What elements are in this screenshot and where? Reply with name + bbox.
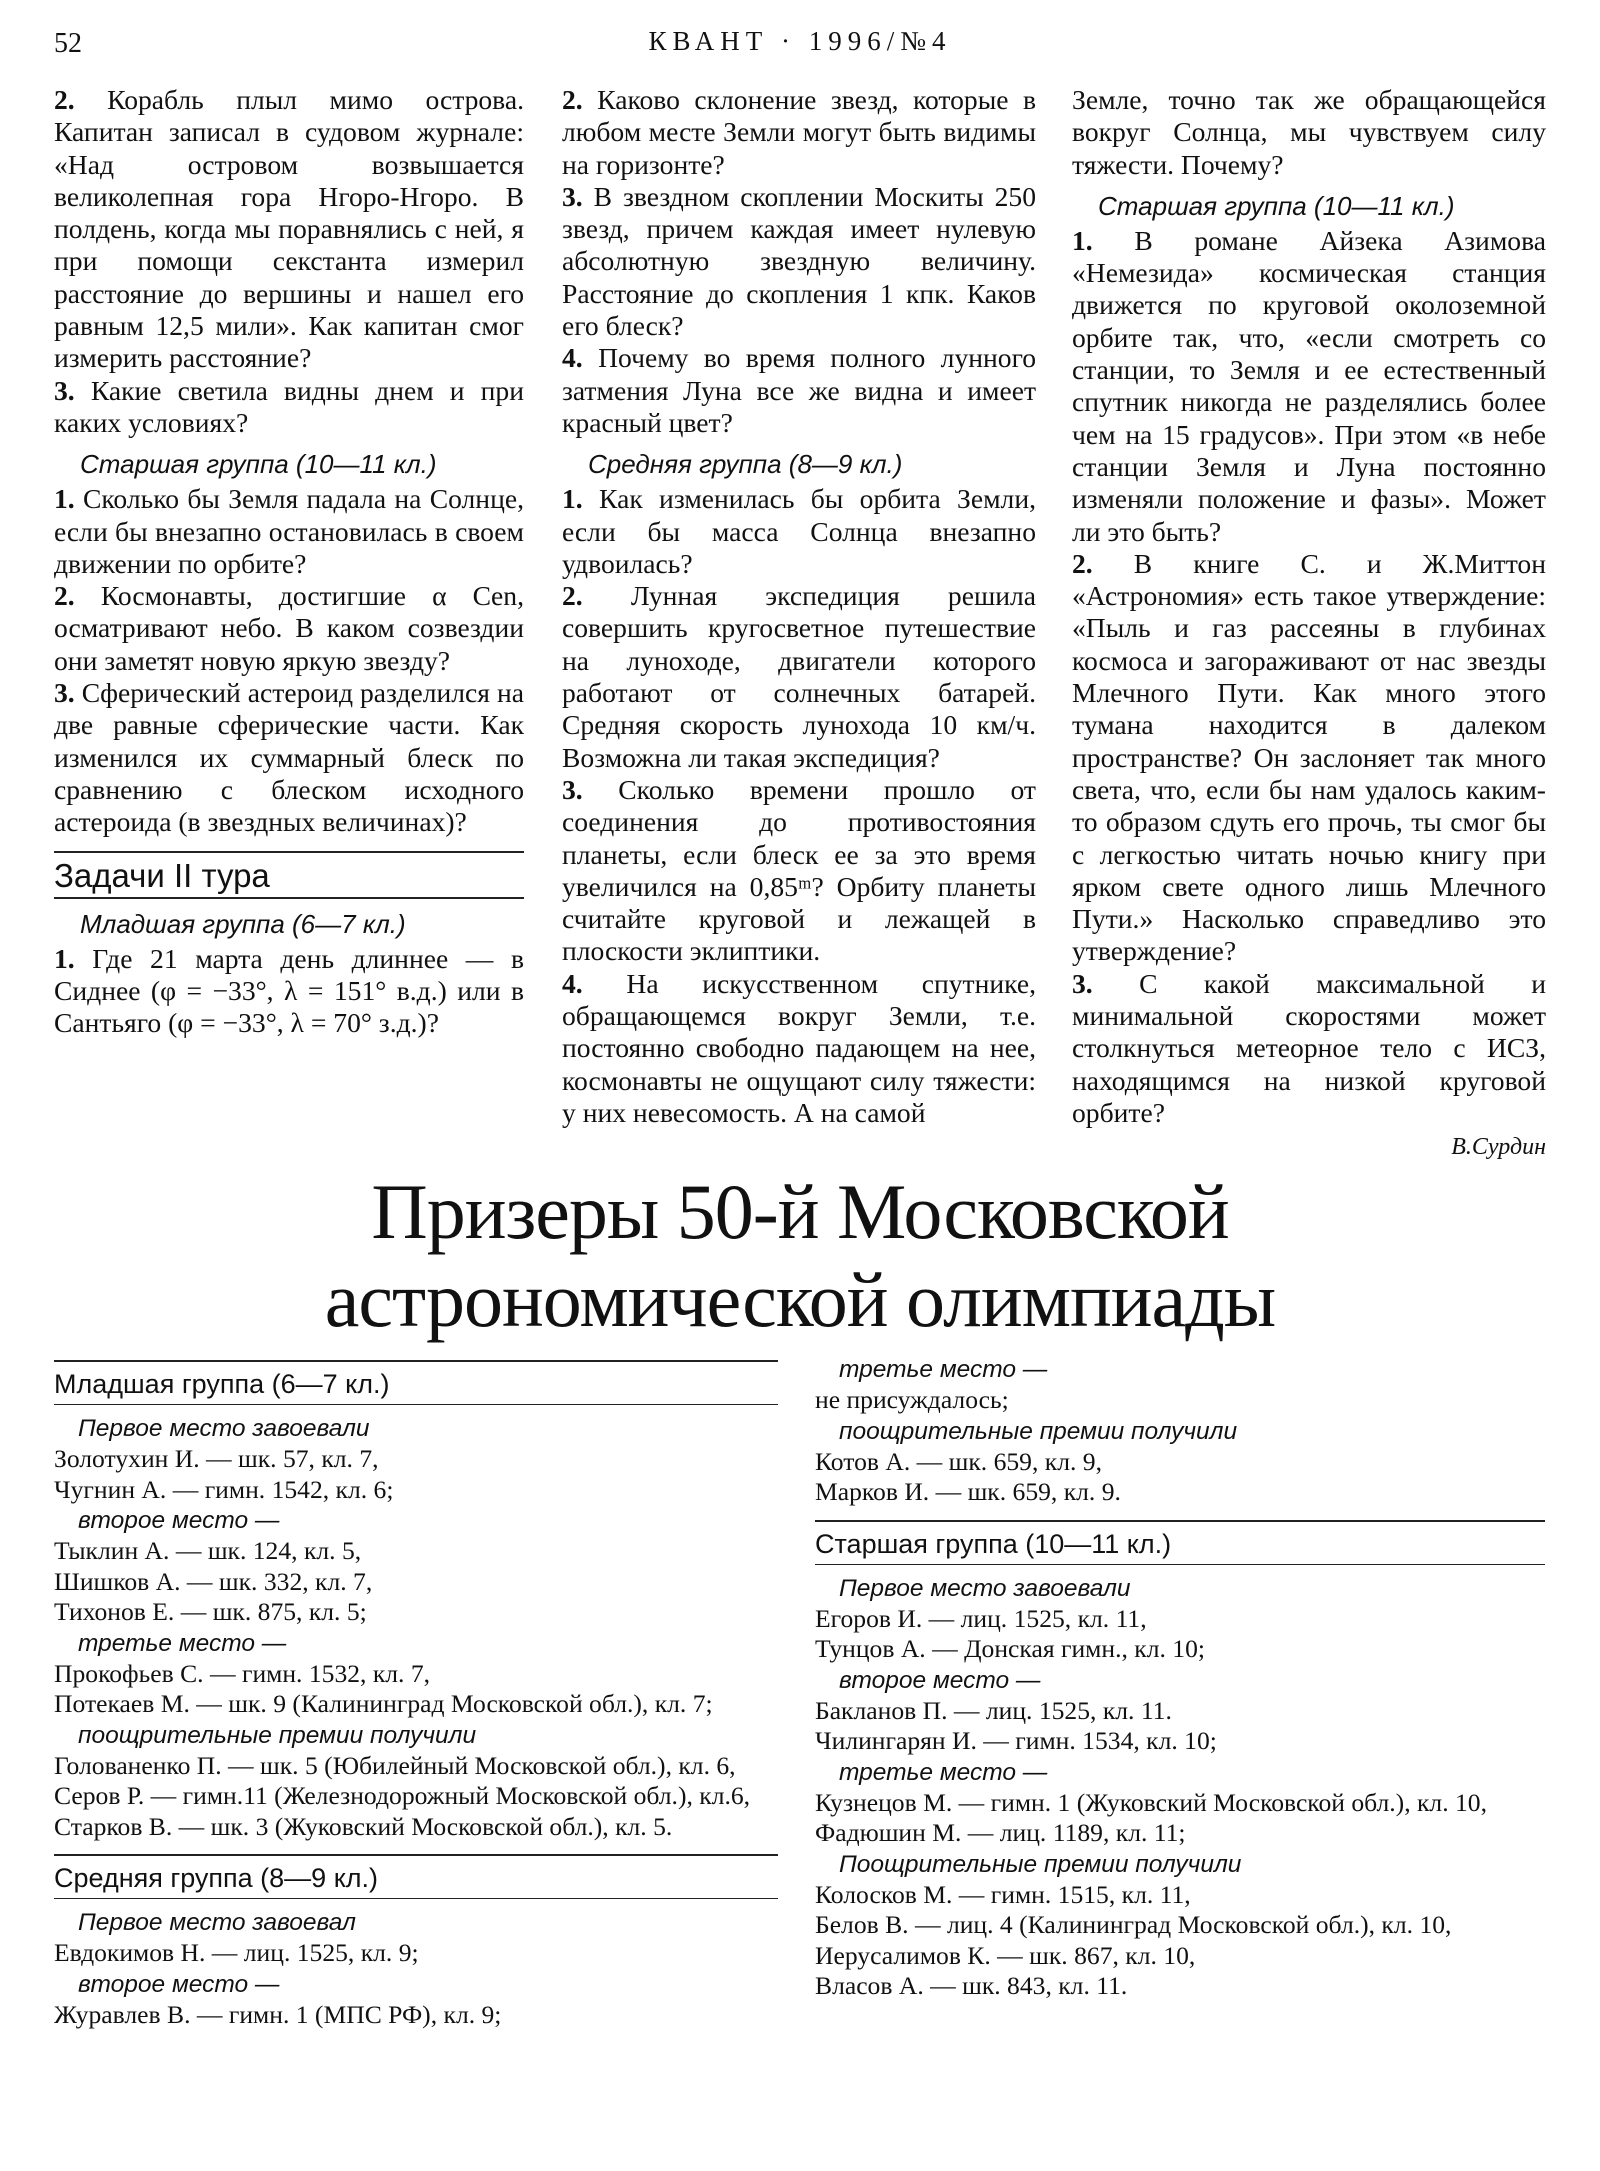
group-subheading: Средняя группа (8—9 кл.) <box>588 449 903 480</box>
place-label: третье место — <box>78 1629 287 1657</box>
place-label: поощрительные премии получили <box>78 1721 477 1749</box>
winner-entry: Тыклин А. — шк. 124, кл. 5, <box>54 1536 362 1565</box>
winner-entry: Иерусалимов К. — шк. 867, кл. 10, <box>815 1940 1196 1970</box>
place-label: третье место — <box>839 1758 1048 1786</box>
problem-paragraph: 2. В книге С. и Ж.Миттон «Астрономия» есть такое утверждение: «Пыль и газ рассеяны в глубинах космоса и загораживают от нас звезды Млечного Пути. Как много этого тумана находится в далеком пространстве? Он заслоняет так много света, что, если бы нам удалось каким-то образом сдуть его прочь, ты смог бы с легкостью читать ночью книгу при ярком свете одного лишь Млечного Пути.» Насколько справедливо это утверждение? <box>1072 547 1546 967</box>
winner-entry: Тунцов А. — Донская гимн., кл. 10; <box>815 1634 1205 1663</box>
problem-paragraph: 2. Каково склонение звезд, которые в любом месте Земли могут быть видимы на горизонте? <box>562 84 1036 180</box>
winner-entry: Журавлев В. — гимн. 1 (МПС РФ), кл. 9; <box>54 1999 502 2029</box>
problem-paragraph: 1. Как изменилась бы орбита Земли, если бы масса Солнца внезапно удвоилась? <box>562 483 1036 579</box>
winner-entry: Евдокимов Н. — лиц. 1525, кл. 9; <box>54 1938 419 1967</box>
problem-paragraph: 4. Почему во время полного лунного затмения Луна все же видна и имеет красный цвет? <box>562 342 1036 438</box>
winner-entry: Тихонов Е. — шк. 875, кл. 5; <box>54 1597 367 1626</box>
winner-entry: Егоров И. — лиц. 1525, кл. 11, <box>815 1603 1147 1633</box>
winner-entry: Котов А. — шк. 659, кл. 9, <box>815 1446 1102 1476</box>
group-subheading: Старшая группа (10—11 кл.) <box>1098 190 1455 221</box>
winner-entry: Белов В. — лиц. 4 (Калининград Московской обл.), кл. 10, <box>815 1910 1452 1939</box>
winner-entry: Старков В. — шк. 3 (Жуковский Московской обл.), кл. 5. <box>54 1811 673 1841</box>
winner-entry: Золотухин И. — шк. 57, кл. 7, <box>54 1444 379 1473</box>
section-heading: Задачи II тура <box>54 851 524 899</box>
place-label: Первое место завоевал <box>78 1909 356 1936</box>
winner-entry: Шишков А. — шк. 332, кл. 7, <box>54 1566 373 1596</box>
place-label: поощрительные премии получили <box>839 1417 1238 1445</box>
article-title <box>0 1168 1600 1344</box>
problem-paragraph: Земле, точно так же обращающейся вокруг Солнца, мы чувствуем силу тяжести. Почему? <box>1072 84 1546 180</box>
problem-paragraph: 4. На искусственном спутнике, обращающемся вокруг Земли, т.е. постоянно свободно падающем на нее, космонавты не ощущают силу тяжести: у них невесомость. А на самой <box>562 967 1036 1128</box>
problem-paragraph: 1. Сколько бы Земля падала на Солнце, если бы внезапно остановилась в своем движении по орбите? <box>54 483 524 579</box>
winner-entry: Бакланов П. — лиц. 1525, кл. 11. <box>815 1695 1172 1725</box>
problem-paragraph: 2. Космонавты, достигшие α Cen, осматривают небо. В каком созвездии они заметят новую яркую звезду? <box>54 580 524 676</box>
winner-entry: Чугнин А. — гимн. 1542, кл. 6; <box>54 1474 394 1504</box>
winners-left-column <box>54 1360 778 2030</box>
place-label: второе место — <box>78 1507 280 1534</box>
group-subheading: Младшая группа (6—7 кл.) <box>80 908 406 939</box>
place-label: второе место — <box>839 1666 1041 1694</box>
place-label: третье место — <box>839 1356 1048 1383</box>
title-line-1: Призеры 50-й Московской <box>371 1168 1229 1255</box>
problem-paragraph: 1. Где 21 марта день длиннее — в Сиднее (φ = −33°, λ = 151° в.д.) или в Сантьяго (φ = −33°, λ = 70° з.д.)? <box>54 942 524 1039</box>
page-number: 52 <box>54 28 82 59</box>
winner-entry: Кузнецов М. — гимн. 1 (Жуковский Московской обл.), кл. 10, <box>815 1787 1487 1817</box>
problem-paragraph: 2. Корабль плыл мимо острова. Капитан записал в судовом журнале: «Над островом возвышается великолепная гора Нгоро-Нгоро. В полдень, когда мы поравнялись с ней, я при помощи секстанта измерил расстояние до вершины и нашел его равным 12,5 мили». Как капитан смог измерить расстояние? <box>54 84 524 374</box>
winner-entry: Прокофьев С. — гимн. 1532, кл. 7, <box>54 1658 431 1688</box>
problem-paragraph: 3. С какой максимальной и минимальной скоростями может столкнуться метеорное тело с ИСЗ, находящимся на низкой круговой орбите? <box>1072 967 1546 1128</box>
column-3 <box>1072 84 1546 1164</box>
winner-entry: не присуждалось; <box>815 1385 1009 1414</box>
group-heading-senior: Старшая группа (10—11 кл.) <box>815 1520 1545 1565</box>
problem-paragraph: 1. В романе Айзека Азимова «Немезида» космическая станция движется по круговой околоземной орбите так, что, «если смотреть со станции, то Земля и ее естественный спутник никогда не разделялись более чем на 15 градусов». При этом «в небе станции Земля и Луна постоянно изменяли положение и фазы». Может ли это быть? <box>1072 224 1546 547</box>
author-signature: В.Сурдин <box>1451 1134 1546 1161</box>
column-1 <box>54 84 524 1039</box>
place-label: Первое место завоевали <box>78 1415 370 1442</box>
problem-paragraph: 3. Какие светила видны днем и при каких условиях? <box>54 374 524 438</box>
problem-paragraph: 3. Сколько времени прошло от соединения до противостояния планеты, если блеск ее за это время увеличился на 0,85ᵐ? Орбиту планеты считайте круговой и лежащей в плоскости эклиптики. <box>562 773 1036 967</box>
group-heading-junior: Младшая группа (6—7 кл.) <box>54 1360 778 1405</box>
place-label: второе место — <box>78 1970 280 1998</box>
problem-paragraph: 3. В звездном скоплении Москиты 250 звезд, причем каждая имеет нулевую абсолютную звездную величину. Расстояние до скопления 1 кпк. Каков его блеск? <box>562 180 1036 342</box>
column-2 <box>562 84 1036 1129</box>
winner-entry: Чилингарян И. — гимн. 1534, кл. 10; <box>815 1726 1217 1755</box>
group-subheading: Старшая группа (10—11 кл.) <box>80 449 437 480</box>
group-heading-middle: Средняя группа (8—9 кл.) <box>54 1854 778 1899</box>
winner-entry: Потекаев М. — шк. 9 (Калининград Московской обл.), кл. 7; <box>54 1689 713 1718</box>
winner-entry: Фадюшин М. — лиц. 1189, кл. 11; <box>815 1818 1186 1847</box>
winner-entry: Власов А. — шк. 843, кл. 11. <box>815 1971 1128 2000</box>
problem-paragraph: 2. Лунная экспедиция решила совершить кругосветное путешествие на луноходе, двигатели которого работают от солнечных батарей. Средняя скорость лунохода 10 км/ч. Возможна ли такая экспедиция? <box>562 580 1036 773</box>
winner-entry: Серов Р. — гимн.11 (Железнодорожный Московской обл.), кл.6, <box>54 1781 751 1810</box>
title-line-2: астрономической олимпиады <box>324 1256 1276 1343</box>
winner-entry: Колосков М. — гимн. 1515, кл. 11, <box>815 1879 1191 1909</box>
winners-right-column <box>815 1354 1545 2002</box>
running-head: КВАНТ · 1996/№4 <box>648 26 952 56</box>
problem-paragraph: 3. Сферический астероид разделился на две равные сферические части. Как изменился их суммарный блеск по сравнению с блеском исходного астероида (в звездных величинах)? <box>54 677 524 838</box>
winner-entry: Голованенко П. — шк. 5 (Юбилейный Московской обл.), кл. 6, <box>54 1750 736 1780</box>
place-label: Поощрительные премии получили <box>839 1850 1242 1878</box>
winner-entry: Марков И. — шк. 659, кл. 9. <box>815 1477 1121 1506</box>
place-label: Первое место завоевали <box>839 1574 1131 1602</box>
